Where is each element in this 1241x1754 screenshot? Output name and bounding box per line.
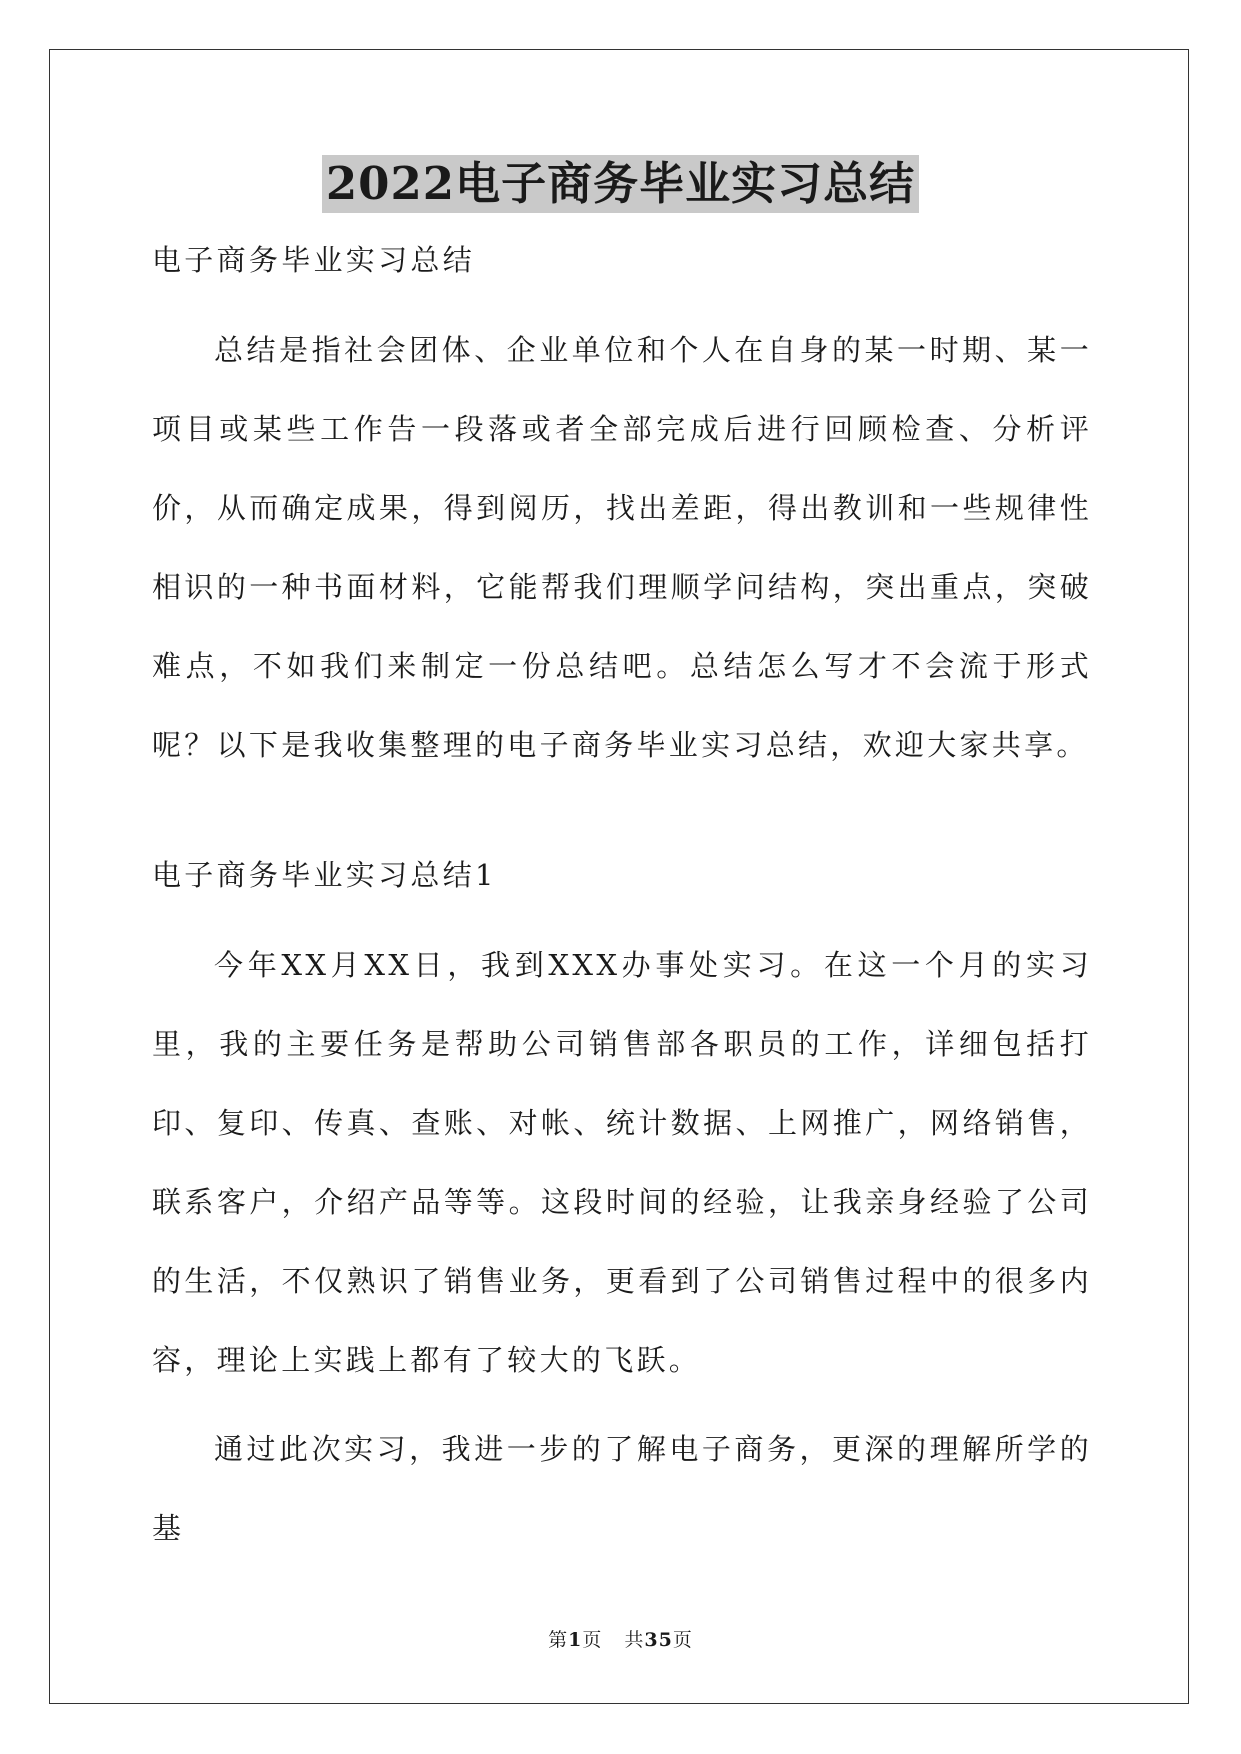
section-heading: 电子商务毕业实习总结1 — [152, 858, 497, 892]
total-prefix: 共 — [624, 1629, 645, 1651]
total-page-count: 35 — [644, 1629, 673, 1651]
body-paragraph: 通过此次实习，我进一步的了解电子商务，更深的理解所学的基 — [152, 1432, 1092, 1545]
section-heading: 电子商务毕业实习总结 — [152, 243, 476, 277]
current-page-number: 1 — [568, 1629, 583, 1651]
page-footer — [0, 1625, 1241, 1652]
paragraph-spacer — [152, 1400, 1092, 1410]
title-container — [0, 155, 1241, 213]
document-body — [152, 235, 1092, 1568]
page-prefix: 第 — [548, 1629, 569, 1651]
document-title: 2022电子商务毕业实习总结 — [322, 155, 919, 213]
body-paragraph: 今年XX月XX日，我到XXX办事处实习。在这一个月的实习里，我的主要任务是帮助公司销售部各职员的工作，详细包括打印、复印、传真、查账、对帐、统计数据、上网推广，网络销售，联系客户，介绍产品等等。这段时间的经验，让我亲身经验了公司的生活，不仅熟识了销售业务，更看到了公司销售过程中的很多内容，理论上实践上都有了较大的飞跃。 — [152, 948, 1092, 1377]
section-spacer — [152, 785, 1092, 850]
body-paragraph: 总结是指社会团体、企业单位和个人在自身的某一时期、某一项目或某些工作告一段落或者全部完成后进行回顾检查、分析评价，从而确定成果，得到阅历，找出差距，得出教训和一些规律性相识的一种书面材料，它能帮我们理顺学问结构，突出重点，突破难点，不如我们来制定一份总结吧。总结怎么写才不会流于形式呢？以下是我收集整理的电子商务毕业实习总结，欢迎大家共享。 — [152, 333, 1092, 762]
page-unit: 页 — [582, 1629, 603, 1651]
total-unit: 页 — [672, 1629, 693, 1651]
